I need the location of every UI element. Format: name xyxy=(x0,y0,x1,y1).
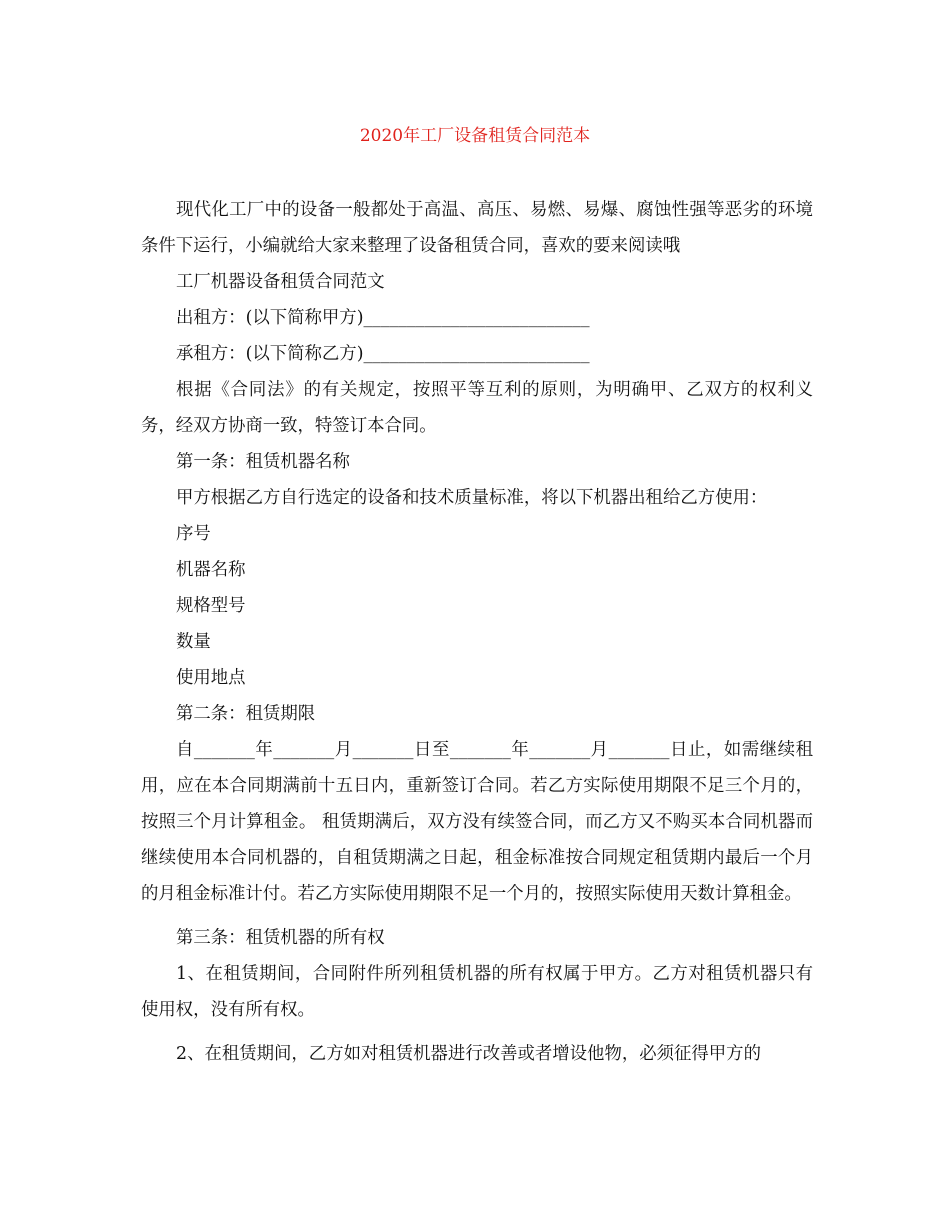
intro-paragraph: 现代化工厂中的设备一般都处于高温、高压、易燃、易爆、腐蚀性强等恶劣的环境条件下运行，小编就给大家来整理了设备租赁合同，喜欢的要来阅读哦 xyxy=(141,200,813,256)
article-3-heading: 第三条：租赁机器的所有权 xyxy=(176,928,385,948)
article-3-clause-2: 2、在租赁期间，乙方如对租赁机器进行改善或者增设他物，必须征得甲方的 xyxy=(176,1044,761,1064)
field-location: 使用地点 xyxy=(176,668,246,688)
document-body xyxy=(141,192,813,1072)
field-serial: 序号 xyxy=(176,524,211,544)
document-title: 2020年工厂设备租赁合同范本 xyxy=(359,126,591,146)
article-2-heading: 第二条：租赁期限 xyxy=(176,704,316,724)
field-machine-name: 机器名称 xyxy=(176,560,246,580)
article-1-text: 甲方根据乙方自行选定的设备和技术质量标准，将以下机器出租给乙方使用： xyxy=(176,488,768,508)
field-model: 规格型号 xyxy=(176,596,246,616)
field-quantity: 数量 xyxy=(176,632,211,652)
article-2-text: 自_______年_______月_______日至_______年_______月_______日止，如需继续租用，应在本合同期满前十五日内，重新签订合同。若乙方实际使用期限不足三个月的，按照三个月计算租金。 租赁期满后，双方没有续签合同，而乙方又不购买本合同机器而继续使用本合同机器的，自租赁期满之日起，租金标准按合同规定租赁期内最后一个月的月租金标准计付。若乙方实际使用期限不足一个月的，按照实际使用天数计算租金。 xyxy=(141,740,813,904)
article-3-clause-1: 1、在租赁期间，合同附件所列租赁机器的所有权属于甲方。乙方对租赁机器只有使用权，没有所有权。 xyxy=(141,964,813,1020)
lessee-line: 承租方：(以下简称乙方)__________________________ xyxy=(176,344,590,364)
article-1-heading: 第一条：租赁机器名称 xyxy=(176,452,350,472)
lessor-line: 出租方：(以下简称甲方)__________________________ xyxy=(176,308,590,328)
sample-heading: 工厂机器设备租赁合同范文 xyxy=(176,272,385,292)
preamble-paragraph: 根据《合同法》的有关规定，按照平等互利的原则，为明确甲、乙双方的权利义务，经双方协商一致，特签订本合同。 xyxy=(141,380,813,436)
